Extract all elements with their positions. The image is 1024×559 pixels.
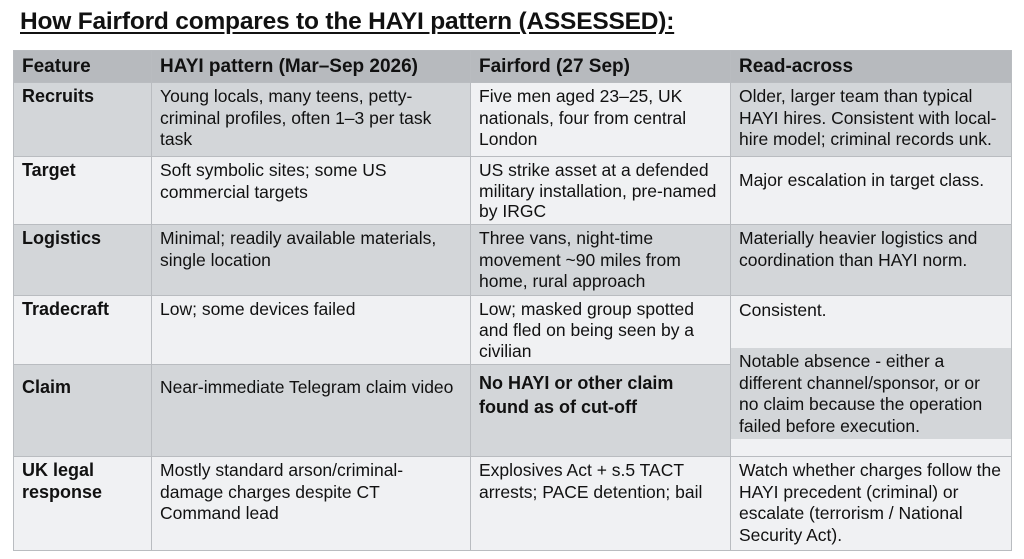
feature-cell: UK legal response <box>14 457 152 551</box>
table-row <box>14 225 1012 296</box>
feature-cell: Logistics <box>14 225 152 296</box>
feature-cell: Recruits <box>14 83 152 157</box>
hayi-cell: Soft symbolic sites; some US commercial targets <box>152 157 471 225</box>
read-across-consistent: Consistent. <box>731 296 1011 348</box>
header-read-across: Read-across <box>731 51 1012 83</box>
table-header-row <box>14 51 1012 83</box>
table-row <box>14 457 1012 551</box>
header-feature: Feature <box>14 51 152 83</box>
read-across-cell <box>731 296 1012 457</box>
hayi-cell: Mostly standard arson/criminal-damage charges despite CT Command lead <box>152 457 471 551</box>
hayi-cell: Young locals, many teens, petty-criminal profiles, often 1–3 per task task <box>152 83 471 157</box>
read-across-cell: Major escalation in target class. <box>731 157 1012 225</box>
feature-cell: Claim <box>14 365 152 457</box>
hayi-cell: Low; some devices failed <box>152 296 471 365</box>
hayi-cell: Near-immediate Telegram claim video <box>152 365 471 457</box>
read-across-cell: Watch whether charges follow the HAYI precedent (criminal) or escalate (terrorism / National Security Act). <box>731 457 1012 551</box>
feature-cell: Target <box>14 157 152 225</box>
fairford-cell: Low; masked group spotted and fled on being seen by a civilian <box>471 296 731 365</box>
hayi-cell: Minimal; readily available materials, single location <box>152 225 471 296</box>
fairford-claim-cell <box>471 365 731 457</box>
table-row <box>14 296 1012 365</box>
table-row <box>14 157 1012 225</box>
page-title: How Fairford compares to the HAYI pattern (ASSESSED): <box>20 8 675 35</box>
fairford-claim-text: No HAYI or other claim found as of cut-off <box>471 365 730 421</box>
fairford-cell: Explosives Act + s.5 TACT arrests; PACE detention; bail <box>471 457 731 551</box>
table-row <box>14 83 1012 157</box>
read-across-claim: Notable absence - either a different channel/sponsor, or or no claim because the operation failed before execution. <box>731 348 1011 439</box>
fairford-cell: Five men aged 23–25, UK nationals, four from central London <box>471 83 731 157</box>
read-across-cell: Older, larger team than typical HAYI hires. Consistent with local-hire model; criminal records unk. <box>731 83 1012 157</box>
header-fairford: Fairford (27 Sep) <box>471 51 731 83</box>
feature-cell: Tradecraft <box>14 296 152 365</box>
header-hayi-pattern: HAYI pattern (Mar–Sep 2026) <box>152 51 471 83</box>
fairford-cell: Three vans, night-time movement ~90 miles from home, rural approach <box>471 225 731 296</box>
fairford-cell: US strike asset at a defended military installation, pre-named by IRGC <box>471 157 731 225</box>
read-across-cell: Materially heavier logistics and coordination than HAYI norm. <box>731 225 1012 296</box>
comparison-table <box>13 50 1012 551</box>
